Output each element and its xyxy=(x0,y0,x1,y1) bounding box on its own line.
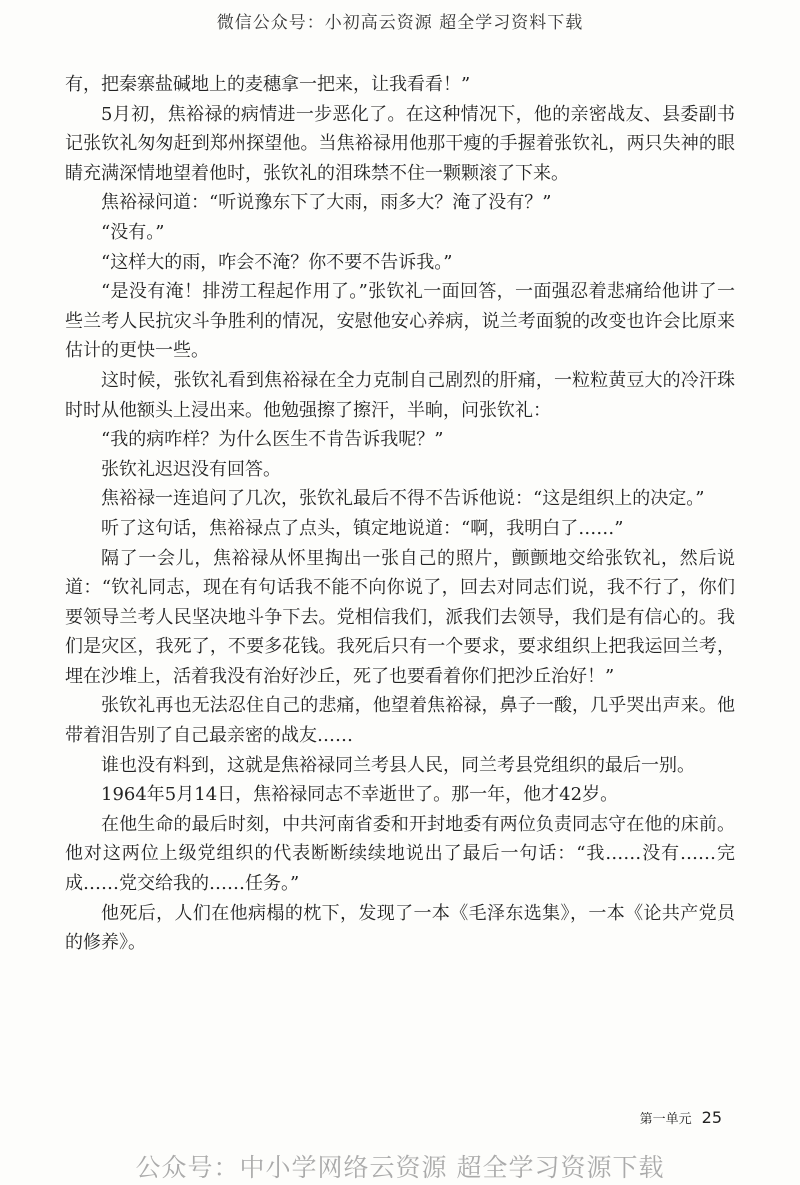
paragraph: 这时候，张钦礼看到焦裕禄在全力克制自己剧烈的肝痛，一粒粒黄豆大的冷汗珠时时从他额头上浸出来。他勉强擦了擦汗，半晌，问张钦礼： xyxy=(65,369,735,421)
article-body xyxy=(65,70,735,958)
paragraph: 张钦礼迟迟没有回答。 xyxy=(101,458,281,480)
paragraph: “是没有淹！排涝工程起作用了。”张钦礼一面回答，一面强忍着悲痛给他讲了一些兰考人民抗灾斗争胜利的情况，安慰他安心养病，说兰考面貌的改变也许会比原来估计的更快一些。 xyxy=(65,281,735,362)
page-header-banner: 微信公众号：小初高云资源 超全学习资料下载 xyxy=(216,13,584,33)
paragraph: 1964年5月14日，焦裕禄同志不幸逝世了。那一年，他才42岁。 xyxy=(101,784,619,806)
page-number: 25 xyxy=(701,1108,722,1127)
paragraph: “这样大的雨，咋会不淹？你不要不告诉我。” xyxy=(101,251,453,273)
paragraph: 焦裕禄问道：“听说豫东下了大雨，雨多大？淹了没有？” xyxy=(101,192,552,214)
paragraph: 隔了一会儿，焦裕禄从怀里掏出一张自己的照片，颤颤地交给张钦礼，然后说道：“钦礼同志，现在有句话我不能不向你说了，回去对同志们说，我不行了，你们要领导兰考人民坚决地斗争下去。党相信我们，派我们去领导，我们是有信心的。我们是灾区，我死了，不要多花钱。我死后只有一个要求，要求组织上把我运回兰考，埋在沙堆上，活着我没有治好沙丘，死了也要看着你们把沙丘治好！” xyxy=(65,547,735,687)
paragraph: “没有。” xyxy=(101,221,165,243)
paragraph: 在他生命的最后时刻，中共河南省委和开封地委有两位负责同志守在他的床前。他对这两位上级党组织的代表断断续续地说出了最后一句话：“我……没有……完成……党交给我的……任务。” xyxy=(65,813,735,895)
paragraph: 5月初，焦裕禄的病情进一步恶化了。在这种情况下，他的亲密战友、县委副书记张钦礼匆匆赶到郑州探望他。当焦裕禄用他那干瘦的手握着张钦礼，两只失神的眼睛充满深情地望着他时，张钦礼的泪珠禁不住一颗颗滚了下来。 xyxy=(65,103,735,184)
paragraph: 张钦礼再也无法忍住自己的悲痛，他望着焦裕禄，鼻子一酸，几乎哭出声来。他带着泪告别了自己最亲密的战友…… xyxy=(65,695,735,747)
page-footer xyxy=(640,1108,722,1127)
paragraph: “我的病咋样？为什么医生不肯告诉我呢？” xyxy=(101,429,444,451)
watermark-text: 公众号：中小学网络云资源 超全学习资源下载 xyxy=(135,1153,665,1182)
paragraph: 焦裕禄一连追问了几次，张钦礼最后不得不告诉他说：“这是组织上的决定。” xyxy=(101,488,705,510)
paragraph: 谁也没有料到，这就是焦裕禄同兰考县人民，同兰考县党组织的最后一别。 xyxy=(101,754,695,776)
unit-label: 第一单元 xyxy=(639,1112,692,1127)
paragraph: 有，把秦寨盐碱地上的麦穗拿一把来，让我看看！” xyxy=(65,74,471,95)
paragraph: 听了这句话，焦裕禄点了点头，镇定地说道：“啊，我明白了……” xyxy=(101,517,624,539)
paragraph: 他死后，人们在他病榻的枕下，发现了一本《毛泽东选集》，一本《论共产党员的修养》。 xyxy=(65,902,735,954)
